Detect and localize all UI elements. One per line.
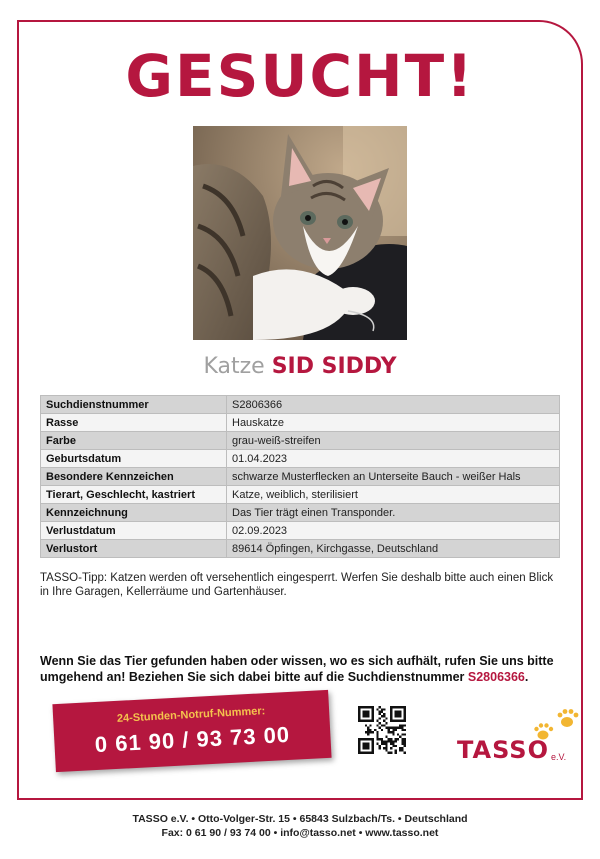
cat-photo xyxy=(193,126,407,340)
detail-value: Hauskatze xyxy=(227,414,560,432)
qr-code-icon[interactable] xyxy=(358,706,406,754)
detail-label: Besondere Kennzeichen xyxy=(41,468,227,486)
pet-name: SID SIDDY xyxy=(271,354,397,379)
logo-wordmark: TASSO xyxy=(457,736,549,764)
table-row xyxy=(41,522,560,540)
table-row xyxy=(41,540,560,558)
detail-value: S2806366 xyxy=(227,396,560,414)
footer xyxy=(0,812,600,840)
hotline-number[interactable]: 0 61 90 / 93 73 00 xyxy=(94,721,291,758)
table-row xyxy=(41,504,560,522)
detail-label: Geburtsdatum xyxy=(41,450,227,468)
detail-value: grau-weiß-streifen xyxy=(227,432,560,450)
footer-contact: Fax: 0 61 90 / 93 74 00 • info@tasso.net • www.tasso.net xyxy=(161,827,439,839)
detail-label: Suchdienstnummer xyxy=(41,396,227,414)
table-row xyxy=(41,432,560,450)
detail-value: Katze, weiblich, sterilisiert xyxy=(227,486,560,504)
detail-label: Farbe xyxy=(41,432,227,450)
detail-label: Rasse xyxy=(41,414,227,432)
pet-species: Katze xyxy=(203,354,265,379)
detail-value: 01.04.2023 xyxy=(227,450,560,468)
hotline-label: 24-Stunden-Notruf-Nummer: xyxy=(116,705,266,725)
call-to-action xyxy=(40,653,565,685)
detail-value: schwarze Musterflecken an Unterseite Bauch - weißer Hals xyxy=(227,468,560,486)
detail-label: Verlustort xyxy=(41,540,227,558)
tasso-tip: TASSO-Tipp: Katzen werden oft versehentlich eingesperrt. Werfen Sie deshalb bitte auch einen Blick in Ihre Garagen, Kellerräume und Gartenhäuser. xyxy=(40,572,554,598)
detail-label: Verlustdatum xyxy=(41,522,227,540)
detail-value: 89614 Öpfingen, Kirchgasse, Deutschland xyxy=(227,540,560,558)
hotline-banner[interactable] xyxy=(52,690,331,772)
search-number-highlight: S2806366 xyxy=(467,670,525,684)
detail-value: Das Tier trägt einen Transponder. xyxy=(227,504,560,522)
detail-label: Tierart, Geschlecht, kastriert xyxy=(41,486,227,504)
detail-value: 02.09.2023 xyxy=(227,522,560,540)
tasso-logo xyxy=(453,708,583,770)
table-row xyxy=(41,486,560,504)
call-to-action-text: Wenn Sie das Tier gefunden haben oder wissen, wo es sich aufhält, rufen Sie uns bitte umgehend an! Beziehen Sie sich dabei bitte auf die Suchdienstnummer xyxy=(40,654,554,684)
pet-name-line xyxy=(0,354,600,379)
table-row xyxy=(41,450,560,468)
table-row xyxy=(41,468,560,486)
logo-suffix: e.V. xyxy=(551,752,567,762)
table-row xyxy=(41,414,560,432)
detail-label: Kennzeichnung xyxy=(41,504,227,522)
table-row xyxy=(41,396,560,414)
poster-title: GESUCHT! xyxy=(125,42,475,110)
footer-address: TASSO e.V. • Otto-Volger-Str. 15 • 65843 Sulzbach/Ts. • Deutschland xyxy=(132,813,468,825)
call-to-action-end: . xyxy=(524,670,529,684)
details-table xyxy=(40,395,560,558)
